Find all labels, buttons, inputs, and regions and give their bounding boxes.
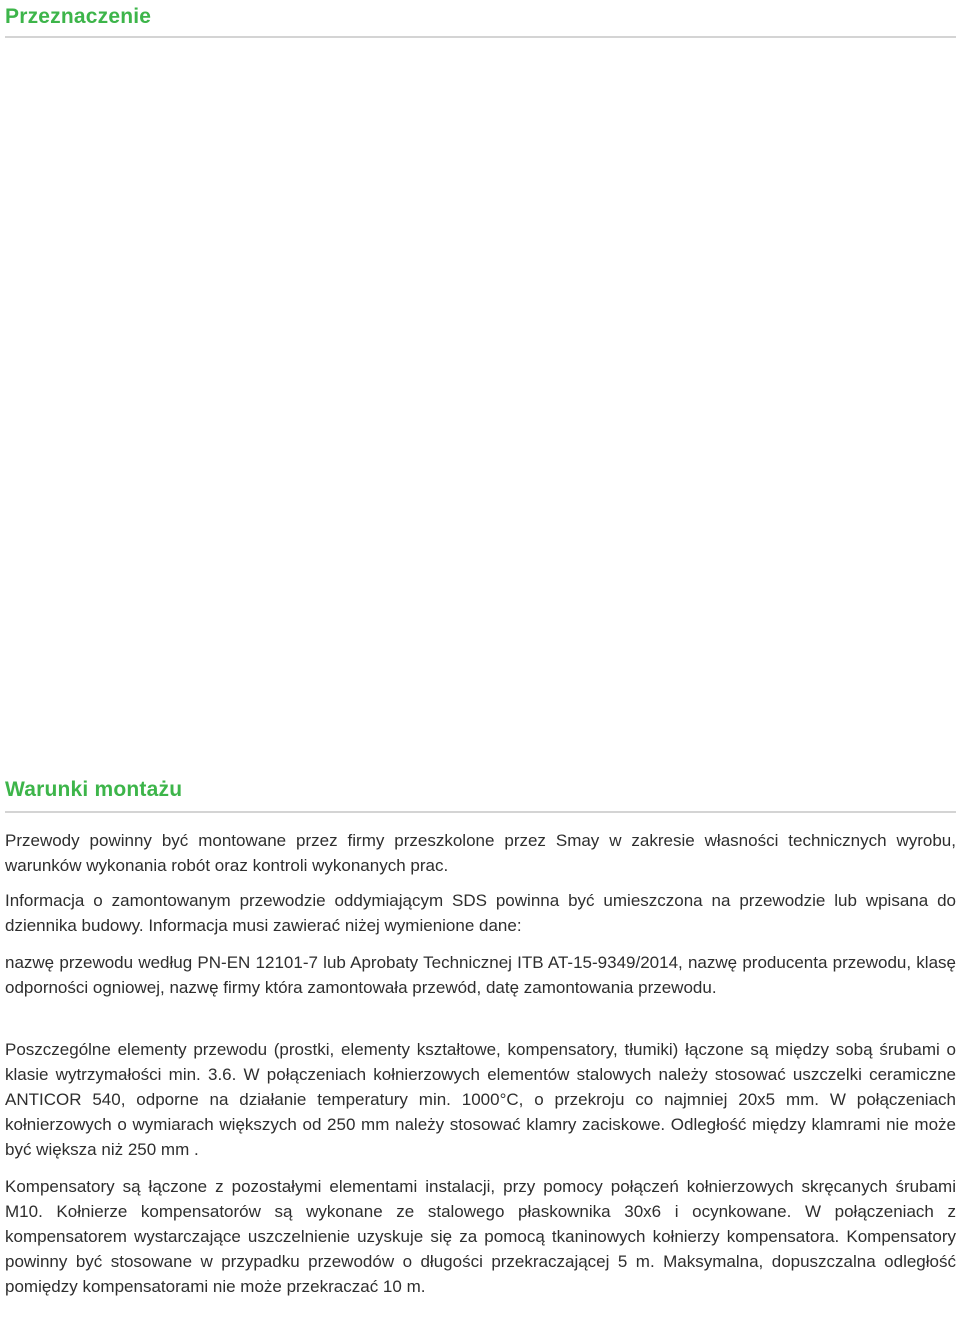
section-title-przeznaczenie: Przeznaczenie bbox=[5, 5, 152, 28]
paragraph: Poszczególne elementy przewodu (prostki, elementy kształtowe, kompensatory, tłumiki) łączone są między sobą śrubami o klasie wytrzymałości min. 3.6. W połączeniach kołnierzowych elementów stalowych należy stosować uszczelki ceramiczne ANTICOR 540, odporne na działanie temperatury min. 1000°C, o przekroju co najmniej 20x5 mm. W połączeniach kołnierzowych o wymiarach większych od 250 mm należy stosować klamry zaciskowe. Odległość między klamrami nie może być większa niż 250 mm . bbox=[5, 1040, 956, 1159]
paragraph: Przewody powinny być montowane przez firmy przeszkolone przez Smay w zakresie własności technicznych wyrobu, warunków wykonania robót oraz kontroli wykonanych prac. bbox=[5, 831, 956, 875]
section-divider bbox=[5, 811, 956, 813]
section-divider bbox=[5, 36, 956, 38]
paragraph: Informacja o zamontowanym przewodzie oddymiającym SDS powinna być umieszczona na przewodzie lub wpisana do dziennika budowy. Informacja musi zawierać niżej wymienione dane: bbox=[5, 891, 956, 935]
section-title-warunki-montazu: Warunki montażu bbox=[5, 778, 183, 801]
paragraph: Kompensatory są łączone z pozostałymi elementami instalacji, przy pomocy połączeń kołnierzowych skręcanych śrubami M10. Kołnierze kompensatorów są wykonane ze stalowego płaskownika 30x6 i ocynkowane. W połączeniach z kompensatorem wystarczające uszczelnienie uzyskuje się za pomocą tkaninowych kołnierzy kompensatora. Kompensatory powinny być stosowane w przypadku przewodów o długości przekraczającej 5 m. Maksymalna, dopuszczalna odległość pomiędzy kompensatorami nie może przekraczać 10 m. bbox=[5, 1177, 956, 1296]
paragraph: nazwę przewodu według PN-EN 12101-7 lub Aprobaty Technicznej ITB AT-15-9349/2014, nazwę producenta przewodu, klasę odporności ogniowej, nazwę firmy która zamontowała przewód, datę zamontowania przewodu. bbox=[5, 953, 956, 997]
